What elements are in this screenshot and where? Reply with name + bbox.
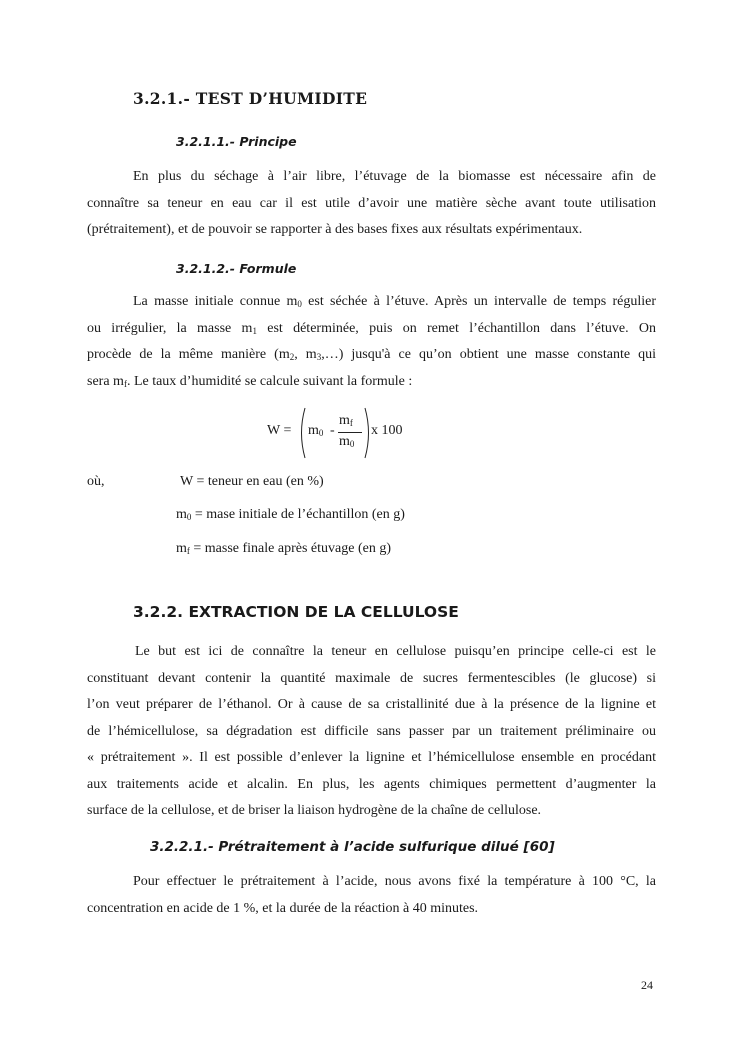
text-line: (prétraitement), et de pouvoir se rapporter à des bases fixes aux résultats expérimentaux. [87, 222, 583, 237]
formula-numerator: $m_f$ [339, 413, 353, 428]
text-line: Pour effectuer le prétraitement à l’acide, nous avons fixé la température à 100 °C, la [133, 874, 656, 889]
heading-title: Principe [239, 134, 297, 149]
formula-m0: $m_0$ [308, 423, 324, 438]
heading-3-2-1 [133, 89, 367, 108]
heading-number: 3.2.2. [133, 603, 184, 621]
heading-number: 3.2.1.- [133, 89, 191, 108]
heading-title: Formule [239, 261, 297, 276]
paragraph-formule [87, 289, 656, 395]
text-line: sera $m_f$. Le taux d’humidité se calcule suivant la formule : [87, 373, 413, 389]
text-line: La masse initiale connue $m_0$ est séchée à l’étuve. Après un intervalle de temps régulier [133, 294, 656, 309]
text-line: de l’hémicellulose, sa dégradation est difficile sans passer par un traitement préliminaire ou [87, 723, 656, 739]
paragraph-principe [87, 164, 656, 244]
left-paren [297, 407, 307, 459]
heading-title: TEST D’HUMIDITE [195, 89, 368, 108]
definition-w: W = teneur en eau (en %) [180, 474, 324, 489]
text-line: aux traitements acide et alcalin. En plus, les agents chimiques permettent d’augmenter la [87, 776, 656, 792]
text-line: En plus du séchage à l’air libre, l’étuvage de la biomasse est nécessaire afin de [133, 169, 656, 184]
heading-title: Prétraitement à l’acide sulfurique dilué [60] [218, 839, 555, 855]
fraction-bar [338, 432, 362, 433]
text-line: constituant devant contenir la quantité maximale de sucres fermentescibles (le glucose) si [87, 670, 656, 686]
heading-3-2-1-2 [176, 261, 296, 276]
definition-mf: $m_f$ = masse finale après étuvage (en g) [176, 541, 391, 556]
definition-m0: $m_0$ = mase initiale de l’échantillon (en g) [176, 507, 405, 522]
text-line: « prétraitement ». Il est possible d’enlever la lignine et l’hémicellulose ensemble en procédant [87, 750, 656, 765]
paragraph-pretraitement [87, 869, 656, 922]
heading-number: 3.2.1.1.- [176, 134, 235, 149]
definition-ou: où, [87, 474, 105, 489]
text-line: concentration en acide de 1 %, et la durée de la réaction à 40 minutes. [87, 900, 479, 916]
text-line: ou irrégulier, la masse $m_1$ est déterminée, puis on remet l’échantillon dans l’étuve. On [87, 320, 656, 336]
text-line: procède de la même manière ($m_2$, $m_3,\dots$) jusqu'à ce qu’on obtient une masse constante qui [87, 347, 657, 362]
text-line: surface de la cellulose, et de briser la liaison hydrogène de la chaîne de cellulose. [87, 803, 542, 818]
humidity-formula [267, 405, 427, 460]
heading-3-2-2-1 [150, 839, 555, 855]
formula-denominator: $m_0$ [339, 434, 355, 449]
heading-number: 3.2.2.1.- [150, 839, 214, 855]
text-line: Le but est ici de connaître la teneur en cellulose puisqu’en principe celle-ci est le [135, 644, 656, 659]
heading-3-2-2 [133, 603, 459, 621]
heading-title: EXTRACTION DE LA CELLULOSE [188, 603, 459, 621]
formula-factor: x 100 [371, 423, 403, 438]
paragraph-extraction [87, 639, 656, 825]
page-number: 24 [641, 978, 653, 992]
text-line: connaître sa teneur en eau car il est utile d’avoir une matière sèche avant toute utilisation [87, 195, 656, 211]
formula-lhs: W = [267, 423, 292, 438]
formula-minus: - [330, 423, 335, 438]
text-line: l’on veut préparer de l’éthanol. Or à cause de sa cristallinité due à la présence de la lignine et [87, 697, 656, 712]
heading-number: 3.2.1.2.- [176, 261, 235, 276]
heading-3-2-1-1 [176, 134, 297, 149]
